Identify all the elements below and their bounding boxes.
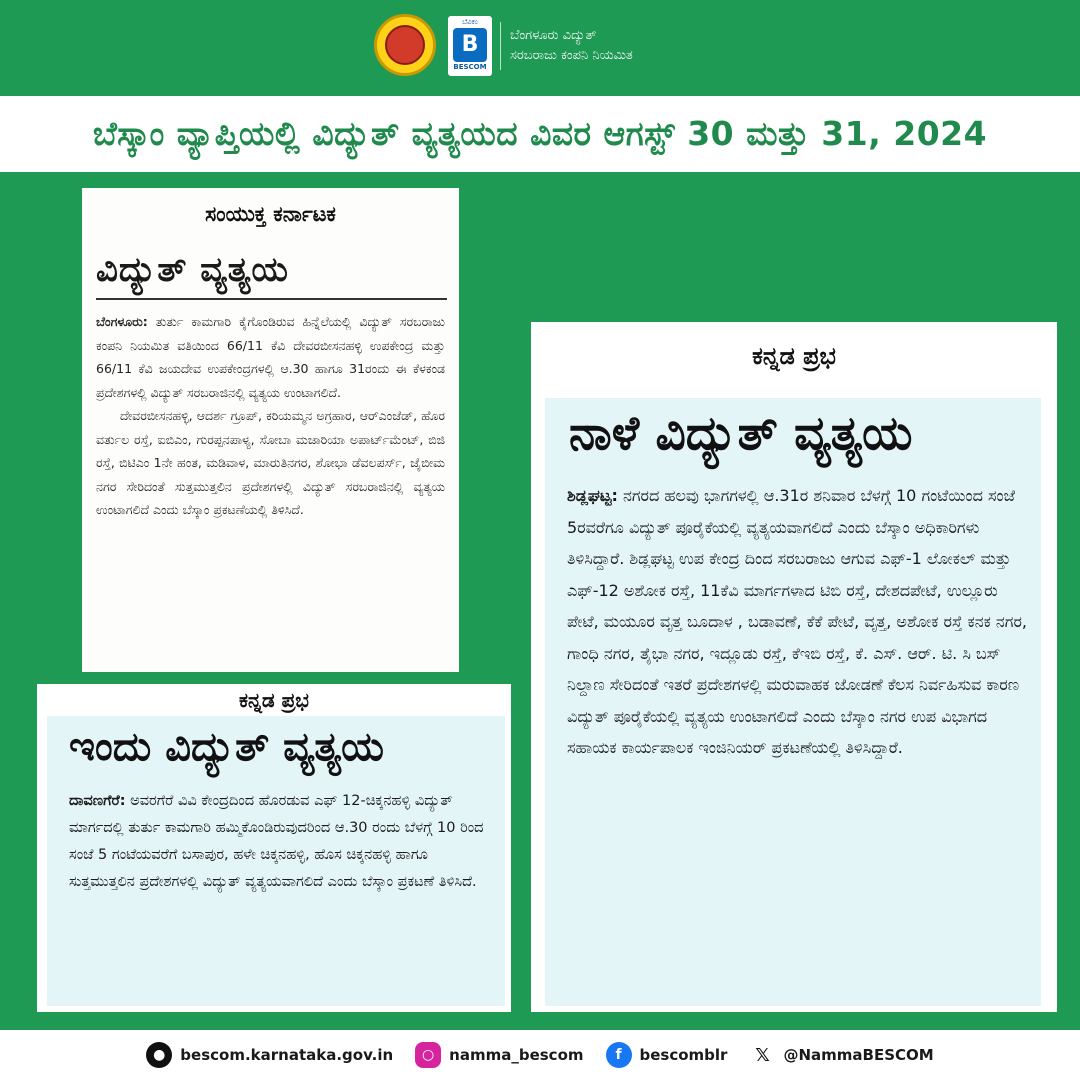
clipping-body [96,310,445,522]
bescom-logo-word: BESCOM [453,63,487,71]
x-handle: @NammaBESCOM [783,1046,934,1064]
globe-icon: ● [146,1042,172,1068]
dateline: ದಾವಣಗೆರೆ: [69,793,126,809]
facebook-handle: bescomblr [639,1046,728,1064]
header-band [0,0,1080,96]
organization-name [510,26,633,66]
headline-rule [96,298,447,300]
newspaper-name: ಸಂಯುಕ್ತ ಕರ್ನಾಟಕ [205,202,336,226]
dateline: ಬೆಂಗಳೂರು: [96,314,148,329]
clipping-paragraph [96,310,445,404]
clipping-panel [545,398,1041,1006]
x-icon: 𝕏 [755,1044,770,1066]
newspaper-name: ಕನ್ನಡ ಪ್ರಭ [752,342,836,370]
instagram-icon: ○ [415,1042,441,1068]
header-divider [500,22,501,70]
bescom-logo-kannada: ಬೆವಿಕಂ [462,18,478,26]
clipping-body [69,788,491,896]
newspaper-name: ಕನ್ನಡ ಪ್ರಭ [239,688,309,712]
clipping-headline: ಇಂದು ವಿದ್ಯುತ್ ವ್ಯತ್ಯಯ [69,724,384,770]
news-clipping-samyukta-karnataka [82,188,459,672]
facebook-icon: f [606,1042,632,1068]
instagram-link[interactable] [415,1042,583,1068]
clipping-headline: ವಿದ್ಯುತ್ ವ್ಯತ್ಯಯ [96,250,289,290]
organization-name-line2: ಸರಬರಾಜು ಕಂಪನಿ ನಿಯಮಿತ [510,48,633,63]
clipping-body [567,480,1029,764]
bescom-logo-letter: B [453,28,487,62]
news-clipping-kannada-prabha-sidlaghatta [531,322,1057,1012]
website-text: bescom.karnataka.gov.in [180,1046,394,1064]
instagram-handle: namma_bescom [449,1046,584,1064]
facebook-link[interactable] [606,1042,728,1068]
clipping-headline: ನಾಳೆ ವಿದ್ಯುತ್ ವ್ಯತ್ಯಯ [569,406,913,461]
bescom-logo [448,16,492,76]
organization-name-line1: ಬೆಂಗಳೂರು ವಿದ್ಯುತ್ [510,28,597,43]
paragraph-text: ಅವರಗೆರೆ ವಿವಿ ಕೇಂದ್ರದಿಂದ ಹೊರಡುವ ಎಫ್ 12-ಚಿಕ್ಕನಹಳ್ಳಿ ವಿದ್ಯುತ್ ಮಾರ್ಗದಲ್ಲಿ ತುರ್ತು ಕಾಮಗಾರಿ ಹಮ್ಮಿಕೊಂಡಿರುವುದರಿಂದ ಆ.30 ರಂದು ಬೆಳಗ್ಗೆ 10 ರಿಂದ ಸಂಜೆ 5 ಗಂಟೆಯವರೆಗೆ ಬಸಾಪುರ, ಹಳೇ ಚಿಕ್ಕನಹಳ್ಳಿ, ಹೊಸ ಚಿಕ್ಕನಹಳ್ಳಿ ಹಾಗೂ ಸುತ್ತಮುತ್ತಲಿನ ಪ್ರದೇಶಗಳಲ್ಲಿ ವಿದ್ಯುತ್ ವ್ಯತ್ಯಯವಾಗಲಿದೆ ಎಂದು ಬೆಸ್ಕಾಂ ಪ್ರಕಟಣೆ ತಿಳಿಸಿದೆ. [69,793,484,890]
social-footer [0,1030,1080,1080]
news-clipping-kannada-prabha-davangere [37,684,511,1012]
title-band [0,96,1080,172]
karnataka-government-seal-icon [374,14,436,76]
clipping-paragraph: ದೇವರಬೀಸನಹಳ್ಳಿ, ಆದರ್ಶ ಗ್ರೂಪ್, ಕರಿಯಮ್ಮನ ಅಗ್ರಹಾರ, ಆರ್‌ಎಂಜೆಡ್, ಹೊರ ವರ್ತುಲ ರಸ್ತೆ, ಐಬಿಎಂ, ಗುರಪ್ಪನಪಾಳ್ಯ, ಸೋಬಾ ಮಜಾರಿಯಾ ಅಪಾರ್ಟ್‌ಮೆಂಟ್, ಬಿಜಿ ರಸ್ತೆ, ಬಿಟಿಎಂ 1ನೇ ಹಂತ, ಮಡಿವಾಳ, ಮಾರುತಿನಗರ, ಶೋಭಾ ಡೆವಲಪರ್ಸ್, ಜೈಬೀಮ ನಗರ ಸೇರಿದಂತೆ ಸುತ್ತಮುತ್ತಲಿನ ಪ್ರದೇಶಗಳಲ್ಲಿ ವಿದ್ಯುತ್ ಸರಬರಾಜಿನಲ್ಲಿ ವ್ಯತ್ಯಯ ಉಂಟಾಗಲಿದೆ ಎಂದು ಬೆಸ್ಕಾಂ ಪ್ರಕಟಣೆಯಲ್ಲಿ ತಿಳಿಸಿದೆ. [96,408,445,517]
page-title: ಬೆಸ್ಕಾಂ ವ್ಯಾಪ್ತಿಯಲ್ಲಿ ವಿದ್ಯುತ್ ವ್ಯತ್ಯಯದ ವಿವರ ಆಗಸ್ಟ್ 30 ಮತ್ತು 31, 2024 [92,114,988,153]
paragraph-text: ತುರ್ತು ಕಾಮಗಾರಿ ಕೈಗೊಂಡಿರುವ ಹಿನ್ನೆಲೆಯಲ್ಲಿ ವಿದ್ಯುತ್ ಸರಬರಾಜು ಕಂಪನಿ ನಿಯಮಿತ ವತಿಯಿಂದ 66/11 ಕೆವಿ ದೇವರಬೀಸನಹಳ್ಳಿ ಉಪಕೇಂದ್ರ ಮತ್ತು 66/11 ಕೆವಿ ಜಯದೇವ ಉಪಕೇಂದ್ರಗಳಲ್ಲಿ ಆ.30 ಹಾಗೂ 31ರಂದು ಈ ಕೆಳಕಂಡ ಪ್ರದೇಶಗಳಲ್ಲಿ ವಿದ್ಯುತ್ ಸರಬರಾಜಿನಲ್ಲಿ ವ್ಯತ್ಯಯ ಉಂಟಾಗಲಿದೆ. [96,314,445,400]
dateline: ಶಿಡ್ಲಘಟ್ಟ: [567,486,618,505]
x-link[interactable] [749,1042,933,1068]
paragraph-text: ನಗರದ ಹಲವು ಭಾಗಗಳಲ್ಲಿ ಆ.31ರ ಶನಿವಾರ ಬೆಳಗ್ಗೆ 10 ಗಂಟೆಯಿಂದ ಸಂಜೆ 5ರವರೆಗೂ ವಿದ್ಯುತ್ ಪೂರೈಕೆಯಲ್ಲಿ ವ್ಯತ್ಯಯವಾಗಲಿದೆ ಎಂದು ಬೆಸ್ಕಾಂ ಅಧಿಕಾರಿಗಳು ತಿಳಿಸಿದ್ದಾರೆ. ಶಿಡ್ಲಘಟ್ಟ ಉಪ ಕೇಂದ್ರ ದಿಂದ ಸರಬರಾಜು ಆಗುವ ಎಫ್-1 ಲೋಕಲ್ ಮತ್ತು ಎಫ್-12 ಅಶೋಕ ರಸ್ತೆ, 11ಕೆವಿ ಮಾರ್ಗಗಳಾದ ಟಿಬಿ ರಸ್ತೆ, ದೇಶದಪೇಟೆ, ಉಲ್ಲೂರು ಪೇಟೆ, ಮಯೂರ ವೃತ್ತ ಬೂದಾಳ , ಬಡಾವಣೆ, ಕೆಕೆ ಪೇಟೆ, ವೃತ್ತ, ಅಶೋಕ ರಸ್ತೆ ಕನಕ ನಗರ, ಗಾಂಧಿ ನಗರ, ತೈಭಾ ನಗರ, ಇದ್ಲೂಡು ರಸ್ತೆ, ಕೆಇಬಿ ರಸ್ತೆ, ಕೆ. ಎಸ್. ಆರ್. ಟಿ. ಸಿ ಬಸ್ ನಿಲ್ದಾಣ ಸೇರಿದಂತೆ ಇತರೆ ಪ್ರದೇಶಗಳಲ್ಲಿ ಮರುವಾಹಕ ಜೋಡಣೆ ಕೆಲಸ ನಿರ್ವಹಿಸುವ ಕಾರಣ ವಿದ್ಯುತ್ ಪೂರೈಕೆಯಲ್ಲಿ ವ್ಯತ್ಯಯ ಉಂಟಾಗಲಿದೆ ಎಂದು ಬೆಸ್ಕಾಂ ನಗರ ಉಪ ವಿಭಾಗದ ಸಹಾಯಕ ಕಾರ್ಯಪಾಲಕ ಇಂಜಿನಿಯರ್ ಪ್ರಕಟಣೆಯಲ್ಲಿ ತಿಳಿಸಿದ್ದಾರೆ. [567,486,1028,757]
website-link[interactable] [146,1042,393,1068]
clipping-panel [47,716,505,1006]
